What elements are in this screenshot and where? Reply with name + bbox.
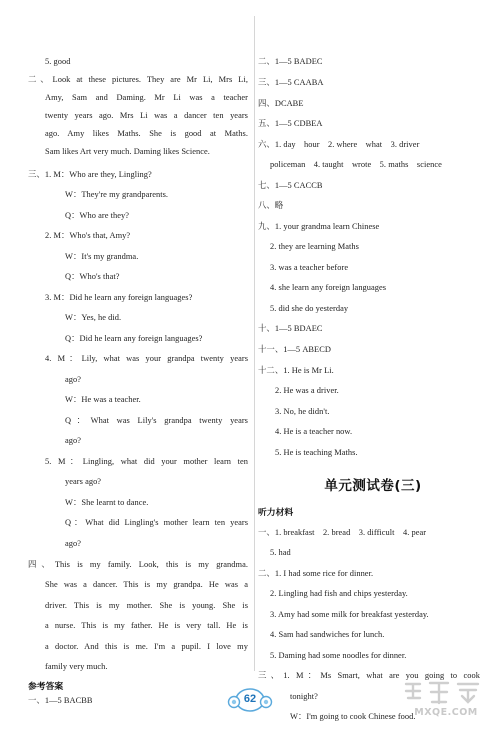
text-line: Q：What was Lily's grandpa twenty years <box>65 416 248 425</box>
text-line: 二、1. I had some rice for dinner. <box>258 569 374 578</box>
text-line: 3. M：Did he learn any foreign languages? <box>45 293 193 302</box>
text-line: 5. He is teaching Maths. <box>275 448 358 457</box>
text-line: Amy, Sam and Daming. Mr Li was a teacher <box>45 93 248 102</box>
text-line: 三、1. M：Who are they, Lingling? <box>28 170 152 179</box>
text-line: 5. did she do yesterday <box>270 304 349 313</box>
text-line: a nurse. This is my father. He is very tall. He is <box>45 621 248 630</box>
text-line: ago? <box>65 375 82 384</box>
text-line: 4. she learn any foreign languages <box>270 283 387 292</box>
text-line: 五、1—5 CDBEA <box>258 119 323 128</box>
text-line: 一、1. breakfast 2. bread 3. difficult 4. pear <box>258 528 427 537</box>
text-line: tonight? <box>290 692 318 701</box>
text-line: a doctor. And this is me. I'm a pupil. I love my <box>45 642 248 651</box>
page-number: 62 <box>243 693 257 705</box>
text-line: 十二、1. He is Mr Li. <box>258 366 334 375</box>
text-line: W：She learnt to dance. <box>65 498 149 507</box>
text-line: 四、This is my family. Look, this is my grandma. <box>28 560 248 569</box>
text-line: ago? <box>65 436 82 445</box>
text-line: Sam likes Art very much. Daming likes Science. <box>45 147 210 156</box>
text-line: W：He was a teacher. <box>65 395 141 404</box>
text-line: ago. Amy likes Maths. She is good at Maths. <box>45 129 248 138</box>
text-line: 5. M：Lingling, what did your mother learn ten <box>45 457 248 466</box>
text-line: 4. Sam had sandwiches for lunch. <box>270 630 385 639</box>
column-divider <box>254 16 255 671</box>
text-line: 十、1—5 BDAEC <box>258 324 323 333</box>
text-line: 七、1—5 CACCB <box>258 181 323 190</box>
text-line: W：Yes, he did. <box>65 313 122 322</box>
text-line: Q：Who are they? <box>65 211 129 220</box>
answers-heading: 参考答案 <box>28 682 64 692</box>
text-line: twenty years ago. Mrs Li was a dancer ten years <box>45 111 248 120</box>
page-number-badge <box>227 686 273 714</box>
text-line: W：I'm going to cook Chinese food. <box>290 712 416 721</box>
text-line: 5. Daming had some noodles for dinner. <box>270 651 407 660</box>
text-line: W：They're my grandparents. <box>65 190 169 199</box>
answer-site-logo-icon <box>400 678 492 708</box>
text-line: ago? <box>65 539 82 548</box>
text-line: 八、略 <box>258 201 284 210</box>
text-line: Q：Who's that? <box>65 272 120 281</box>
text-line: 一、1—5 BACBB <box>28 696 93 705</box>
text-line: She was a dancer. This is my grandpa. He was a <box>45 580 248 589</box>
text-line: 2. Lingling had fish and chips yesterday. <box>270 589 408 598</box>
text-line: 2. they are learning Maths <box>270 242 359 251</box>
text-line: 四、DCABE <box>258 99 304 108</box>
text-line: W：It's my grandma. <box>65 252 139 261</box>
text-line: 3. No, he didn't. <box>275 407 330 416</box>
text-line: 5. good <box>45 57 71 66</box>
text-line: 3. Amy had some milk for breakfast yesterday. <box>270 610 429 619</box>
text-line: 二、1—5 BADEC <box>258 57 323 66</box>
text-line: 5. had <box>270 548 291 557</box>
text-line: family very much. <box>45 662 108 671</box>
text-line: 三、1. M：Ms Smart, what are you going to cook <box>258 671 480 680</box>
watermark-text: MXQE.COM <box>414 707 478 718</box>
watermark <box>400 678 492 724</box>
text-line: 3. was a teacher before <box>270 263 349 272</box>
text-line: 二、Look at these pictures. They are Mr Li, Mrs Li, <box>28 75 248 84</box>
text-line: 4. He is a teacher now. <box>275 427 353 436</box>
text-line: 4. M：Lily, what was your grandpa twenty years <box>45 354 248 363</box>
text-line: policeman 4. taught wrote 5. maths science <box>270 160 442 169</box>
text-line: driver. This is my mother. She is young. She is <box>45 601 248 610</box>
text-line: years ago? <box>65 477 102 486</box>
text-line: 2. M：Who's that, Amy? <box>45 231 131 240</box>
listening-heading: 听力材料 <box>258 508 294 518</box>
text-line: 十一、1—5 ABECD <box>258 345 331 354</box>
text-line: 六、1. day hour 2. where what 3. driver <box>258 140 420 149</box>
unit-title: 单元测试卷(三) <box>324 478 422 494</box>
text-line: 三、1—5 CAABA <box>258 78 324 87</box>
text-line: Q：Did he learn any foreign languages? <box>65 334 203 343</box>
text-line: Q：What did Lingling's mother learn ten years <box>65 518 248 527</box>
text-line: 九、1. your grandma learn Chinese <box>258 222 380 231</box>
text-line: 2. He was a driver. <box>275 386 339 395</box>
